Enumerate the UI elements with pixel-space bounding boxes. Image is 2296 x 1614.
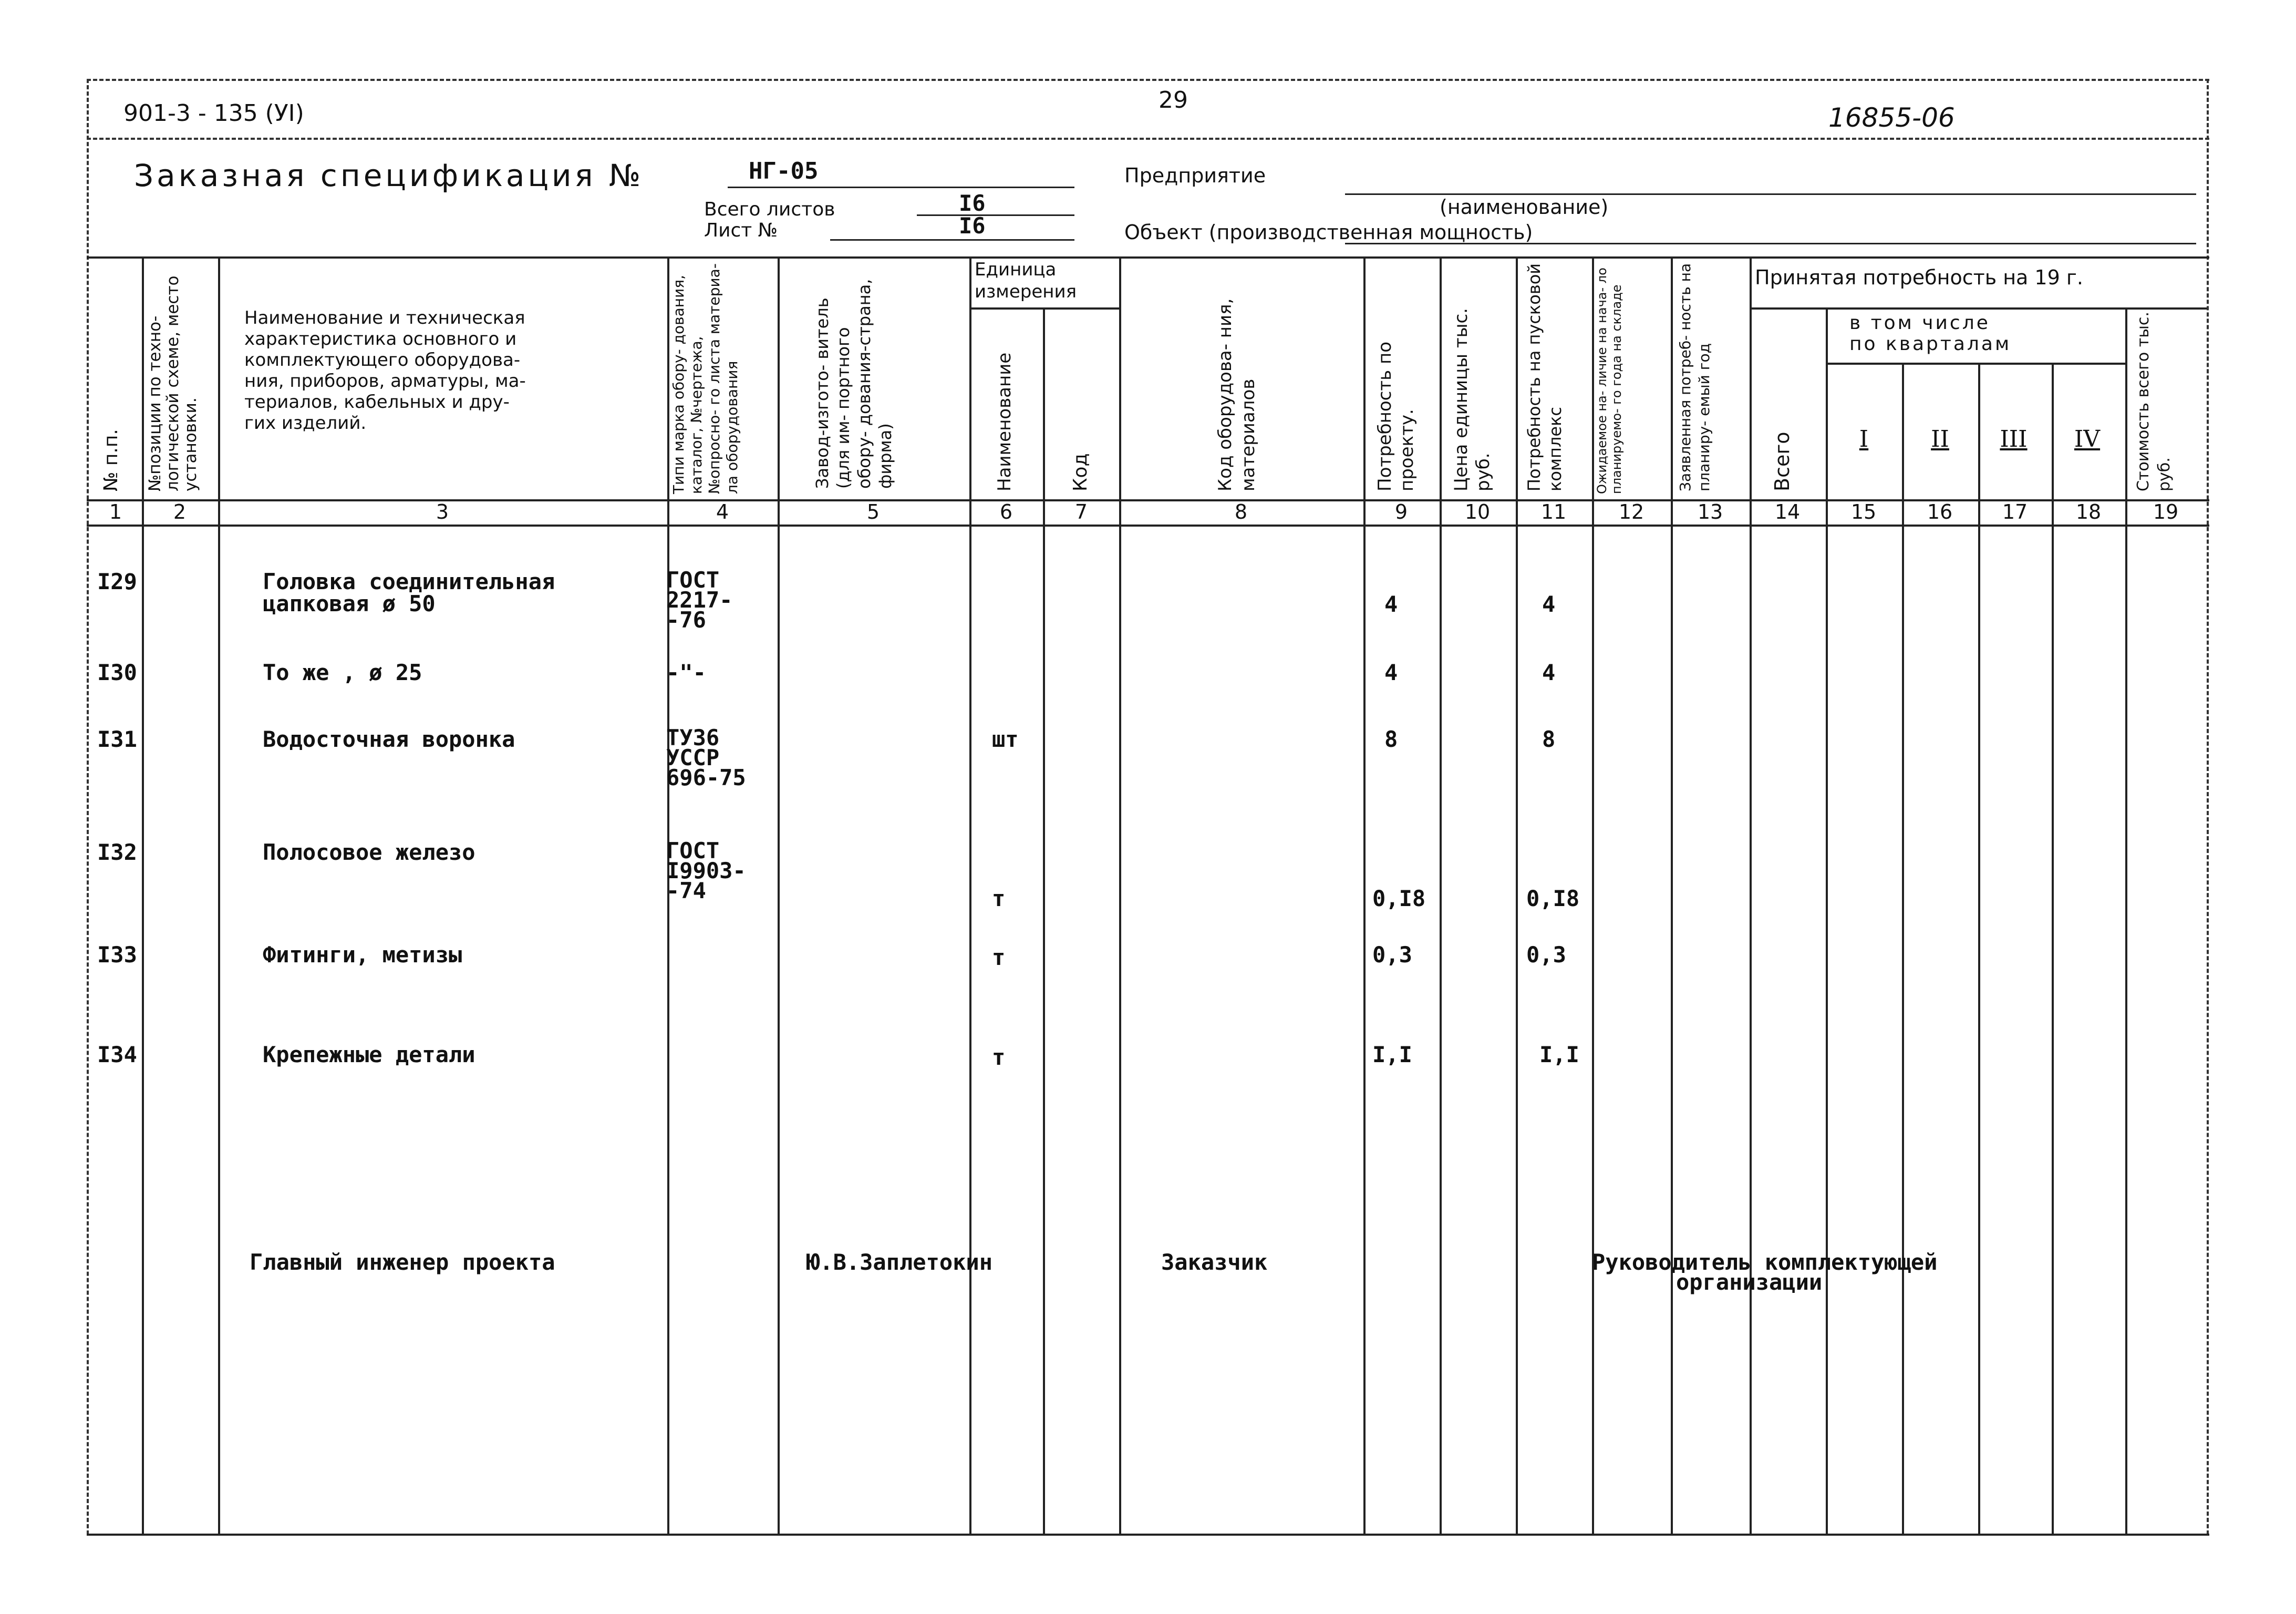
item-launch: 0,I8 bbox=[1526, 886, 1580, 911]
accepted-header: Принятая потребность на 19 г. bbox=[1755, 266, 2083, 289]
col-header-17: III bbox=[2000, 426, 2028, 453]
row-number: I32 bbox=[97, 839, 137, 865]
col-header-14: Всего bbox=[1771, 431, 1794, 491]
colnum-bottom bbox=[87, 525, 2209, 527]
item-unit: т bbox=[992, 944, 1006, 970]
item-unit: шт bbox=[992, 726, 1019, 752]
col-line-5 bbox=[969, 256, 971, 1534]
sheet-number: I6 bbox=[959, 213, 986, 239]
item-type: УССР bbox=[666, 745, 720, 770]
col-header-3-line-5: териалов, кабельных и дру- bbox=[244, 392, 510, 413]
col-line-18 bbox=[2125, 307, 2127, 1534]
col-header-6: Наименование bbox=[994, 352, 1015, 491]
item-name: Головка соединительная bbox=[263, 569, 555, 594]
col-line-2 bbox=[218, 256, 220, 1534]
col-number-14: 14 bbox=[1774, 500, 1801, 523]
chief-engineer-label: Главный инженер проекта bbox=[250, 1249, 555, 1275]
item-type: -76 bbox=[666, 607, 706, 633]
row-number: I33 bbox=[97, 942, 137, 968]
row-number: I29 bbox=[97, 569, 137, 594]
col-header-16: II bbox=[1931, 426, 1949, 453]
item-type: ТУ36 bbox=[666, 725, 720, 751]
naming-label: (наименование) bbox=[1440, 196, 1609, 219]
item-name: Крепежные детали bbox=[263, 1042, 475, 1067]
col-header-12: Ожидаемое на- личие на нача- ло планируемо- го года на складе bbox=[1595, 268, 1624, 494]
item-need: I,I bbox=[1372, 1042, 1412, 1067]
item-need: 4 bbox=[1384, 660, 1398, 685]
item-name: Полосовое железо bbox=[263, 839, 475, 865]
item-type: -74 bbox=[666, 878, 706, 903]
col-number-4: 4 bbox=[716, 500, 729, 523]
col-header-3-line-3: комплектующего оборудова- bbox=[244, 349, 521, 371]
col-line-11 bbox=[1592, 256, 1594, 1534]
col-number-10: 10 bbox=[1464, 500, 1491, 523]
spec-title: Заказная спецификация № bbox=[134, 158, 644, 193]
item-launch: 0,3 bbox=[1526, 942, 1566, 968]
item-launch: 4 bbox=[1542, 591, 1556, 617]
col-header-2: №позиции по техно- логической схеме, место установки. bbox=[146, 275, 200, 491]
col-line-10 bbox=[1516, 256, 1518, 1534]
col-number-8: 8 bbox=[1234, 500, 1248, 523]
col-number-6: 6 bbox=[999, 500, 1013, 523]
col-line-8 bbox=[1363, 256, 1366, 1534]
col-line-7 bbox=[1119, 256, 1121, 1534]
page-number: 29 bbox=[1159, 87, 1188, 114]
head-label-1: Руководитель комплектующей bbox=[1592, 1249, 1938, 1275]
unit-group-line-1: Единица bbox=[975, 259, 1057, 280]
col-header-18: IV bbox=[2074, 426, 2101, 453]
customer-label: Заказчик bbox=[1161, 1249, 1268, 1275]
col-header-3-line-1: Наименование и техническая bbox=[244, 307, 525, 328]
col-header-10: Цена единицы тыс. руб. bbox=[1451, 308, 1494, 491]
row-number: I34 bbox=[97, 1042, 137, 1067]
quarters-header bbox=[1849, 313, 2011, 355]
item-type: ГОСТ bbox=[666, 838, 720, 863]
frame-top-rule bbox=[87, 138, 2209, 140]
sheet-label: Лист № bbox=[704, 220, 778, 241]
col-number-18: 18 bbox=[2075, 500, 2102, 523]
col-header-1: № п.п. bbox=[100, 429, 122, 491]
table-top bbox=[87, 256, 2209, 259]
frame-left bbox=[87, 79, 89, 1535]
col-line-4 bbox=[778, 256, 780, 1534]
col-number-11: 11 bbox=[1540, 500, 1567, 523]
sheets-total-label: Всего листов bbox=[704, 199, 835, 220]
item-need: 0,I8 bbox=[1372, 886, 1426, 911]
col-header-13: Заявленная потреб- ность на планиру- емый год bbox=[1677, 263, 1713, 491]
object-label: Объект (производственная мощность) bbox=[1124, 221, 1533, 244]
item-name: Фитинги, метизы bbox=[263, 942, 462, 968]
col-header-11: Потребность на пусковой комплекс bbox=[1524, 263, 1565, 491]
col-header-3-line-4: ния, приборов, арматуры, ма- bbox=[244, 371, 526, 392]
col-header-5: Завод-изгото- витель (для им- портного обору- дования-страна, фирма) bbox=[812, 279, 895, 489]
col-number-5: 5 bbox=[866, 500, 880, 523]
item-name: То же , ø 25 bbox=[263, 660, 422, 685]
enterprise-label: Предприятие bbox=[1124, 164, 1266, 187]
sheets-total-line bbox=[917, 214, 1074, 216]
item-launch: 4 bbox=[1542, 660, 1556, 685]
chief-engineer-name: Ю.В.Заплетокин bbox=[806, 1249, 993, 1275]
item-name: Водосточная воронка bbox=[263, 726, 515, 752]
unit-group-header bbox=[975, 259, 1077, 303]
quarters-header-line-2: по кварталам bbox=[1849, 333, 2012, 355]
col-header-19: Стоимость всего тыс. руб. bbox=[2134, 312, 2174, 491]
spec-number-line bbox=[728, 187, 1074, 188]
col-header-3-line-6: гих изделий. bbox=[244, 413, 367, 434]
col-header-15: I bbox=[1859, 426, 1869, 453]
inventory-number: 16855-06 bbox=[1828, 102, 1955, 133]
col-number-9: 9 bbox=[1394, 500, 1408, 523]
col-number-1: 1 bbox=[109, 500, 122, 523]
item-type: I9903- bbox=[666, 858, 746, 883]
item-type: 696-75 bbox=[666, 765, 746, 790]
item-name: цапковая ø 50 bbox=[263, 591, 436, 616]
doc-code: 901-3 - 135 (УI) bbox=[123, 100, 304, 127]
item-type: -"- bbox=[666, 660, 706, 685]
col-line-13 bbox=[1750, 256, 1752, 1534]
col-line-9 bbox=[1440, 256, 1442, 1534]
enterprise-line bbox=[1345, 193, 2196, 195]
item-type: ГОСТ bbox=[666, 567, 720, 593]
col-number-16: 16 bbox=[1927, 500, 1953, 523]
col-header-3-line-2: характеристика основного и bbox=[244, 328, 517, 349]
col-number-3: 3 bbox=[436, 500, 449, 523]
col-line-14 bbox=[1826, 307, 1828, 1534]
col-header-7: Код bbox=[1070, 453, 1091, 491]
col-header-9: Потребность по проекту. bbox=[1374, 341, 1418, 491]
col-number-2: 2 bbox=[173, 500, 187, 523]
item-unit: т bbox=[992, 1044, 1006, 1070]
item-launch: 8 bbox=[1542, 726, 1556, 752]
col-line-12 bbox=[1671, 256, 1673, 1534]
col-number-19: 19 bbox=[2153, 500, 2179, 523]
col-line-17 bbox=[2052, 363, 2054, 1534]
spec-number: НГ-05 bbox=[749, 158, 819, 184]
col-header-8: Код оборудова- ния, материалов bbox=[1215, 298, 1259, 491]
sheet-number-line bbox=[830, 239, 1074, 241]
item-need: 0,3 bbox=[1372, 942, 1412, 968]
item-launch: I,I bbox=[1539, 1042, 1579, 1067]
frame-right bbox=[2207, 79, 2209, 1535]
col-number-17: 17 bbox=[2002, 500, 2028, 523]
quarters-header-line-1: в том числе bbox=[1849, 312, 1990, 334]
item-type: 2217- bbox=[666, 587, 733, 613]
col-line-16 bbox=[1978, 363, 1980, 1534]
col-line-6 bbox=[1043, 307, 1045, 1534]
item-need: 8 bbox=[1384, 726, 1398, 752]
col-number-12: 12 bbox=[1618, 500, 1645, 523]
sheets-total: I6 bbox=[959, 190, 986, 216]
row-number: I30 bbox=[97, 660, 137, 685]
table-bottom bbox=[87, 1534, 2209, 1536]
col-number-7: 7 bbox=[1074, 500, 1088, 523]
row-number: I31 bbox=[97, 726, 137, 752]
item-need: 4 bbox=[1384, 591, 1398, 617]
col-number-15: 15 bbox=[1850, 500, 1877, 523]
unit-group-line-2: измерения bbox=[975, 281, 1077, 302]
col-line-15 bbox=[1902, 363, 1904, 1534]
head-label-2: организации bbox=[1676, 1269, 1823, 1295]
col-number-13: 13 bbox=[1697, 500, 1723, 523]
col-header-4: Типи марка обору- дования, каталог, №чертежа, №опросно- го листа материа- ла оборудования bbox=[670, 263, 741, 494]
item-unit: т bbox=[992, 886, 1006, 911]
frame-top bbox=[87, 79, 2209, 81]
object-line bbox=[1345, 243, 2196, 244]
quarters-line bbox=[1826, 363, 2125, 365]
col-header-3 bbox=[244, 307, 526, 434]
col-line-1 bbox=[142, 256, 144, 1534]
